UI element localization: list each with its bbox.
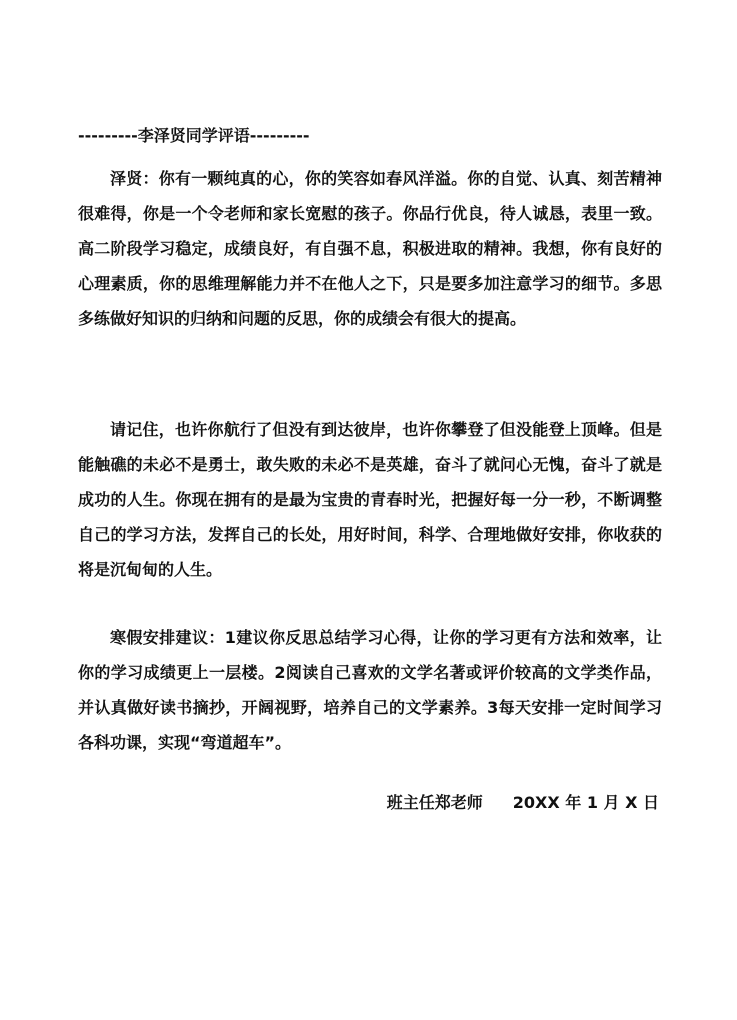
document-title: ---------李泽贤同学评语--------- xyxy=(78,126,310,145)
paragraph-evaluation: 泽贤：你有一颗纯真的心，你的笑容如春风洋溢。你的自觉、认真、刻苦精神很难得，你是一个令老师和家长宽慰的孩子。你品行优良，待人诚恳，表里一致。高二阶段学习稳定，成绩良好，有自强不息，积极进取的精神。我想，你有良好的心理素质，你的思维理解能力并不在他人之下，只是要多加注意学习的细节。多思多练做好知识的归纳和问题的反思，你的成绩会有很大的提高。 xyxy=(78,169,662,328)
signature-block xyxy=(387,791,659,815)
signature-date: 20XX 年 1 月 X 日 xyxy=(512,793,659,812)
paragraph-encouragement: 请记住，也许你航行了但没有到达彼岸，也许你攀登了但没能登上顶峰。但是能触礁的未必不是勇士，敢失败的未必不是英雄，奋斗了就问心无愧，奋斗了就是成功的人生。你现在拥有的是最为宝贵的青春时光，把握好每一分一秒，不断调整自己的学习方法，发挥自己的长处，用好时间，科学、合理地做好安排，你收获的将是沉甸甸的人生。 xyxy=(78,420,662,579)
signature-teacher: 班主任郑老师 xyxy=(386,793,483,812)
paragraph-winter-plan: 寒假安排建议：1建议你反思总结学习心得，让你的学习更有方法和效率，让你的学习成绩更上一层楼。2阅读自己喜欢的文学名著或评价较高的文学类作品，并认真做好读书摘抄，开阔视野，培养自己的文学素养。3每天安排一定时间学习各科功课，实现“弯道超车”。 xyxy=(78,628,662,752)
